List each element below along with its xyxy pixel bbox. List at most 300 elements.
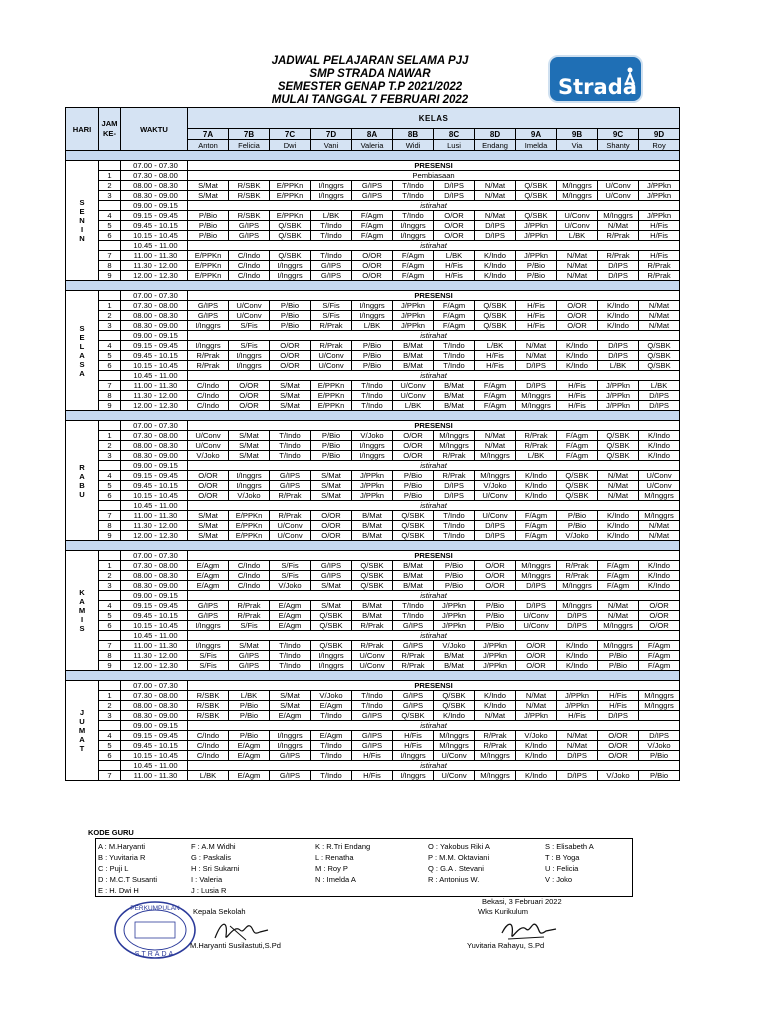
subject-cell: M/Inggrs (557, 601, 598, 611)
break-cell: istirahat (188, 371, 680, 381)
subject-cell: T/Indo (311, 741, 352, 751)
subject-cell: U/Conv (557, 221, 598, 231)
right-signer-name: Yuvitaria Rahayu, S.Pd (467, 941, 545, 950)
title-line-1: JADWAL PELAJARAN SELAMA PJJ (271, 55, 469, 67)
logo-figure-icon (624, 67, 636, 85)
subject-cell: P/Bio (393, 471, 434, 481)
subject-cell: O/OR (598, 751, 639, 761)
day-letter: U (79, 489, 85, 499)
header-jam (99, 108, 121, 151)
subject-cell: G/IPS (188, 601, 229, 611)
subject-cell: R/Prak (311, 341, 352, 351)
subject-cell: O/OR (598, 731, 639, 741)
table-row (66, 551, 680, 561)
subject-cell: R/Prak (557, 571, 598, 581)
left-signer-name: M.Haryanti Susilastuti,S.Pd (190, 941, 281, 950)
jam-cell (99, 331, 121, 341)
subject-cell: G/IPS (352, 181, 393, 191)
jam-cell: 9 (99, 401, 121, 411)
subject-cell: J/PPkn (639, 211, 680, 221)
subject-cell: G/IPS (188, 301, 229, 311)
subject-cell: E/Agm (311, 731, 352, 741)
subject-cell: G/IPS (311, 271, 352, 281)
subject-cell: D/IPS (475, 221, 516, 231)
kode-guru-entry: O : Yakobus Riki A (428, 842, 490, 851)
homeroom-teacher: Felicia (229, 140, 270, 151)
subject-cell: P/Bio (270, 301, 311, 311)
subject-cell: S/Fis (311, 311, 352, 321)
break-cell: istirahat (188, 241, 680, 251)
subject-cell: N/Mat (639, 301, 680, 311)
subject-cell: G/IPS (188, 311, 229, 321)
table-row (66, 681, 680, 691)
time-cell: 10.45 - 11.00 (121, 501, 188, 511)
subject-cell: F/Agm (393, 261, 434, 271)
subject-cell: R/Prak (557, 561, 598, 571)
jam-cell: 1 (99, 691, 121, 701)
time-cell: 09.15 - 09.45 (121, 471, 188, 481)
subject-cell: J/PPkn (434, 601, 475, 611)
jam-cell: 4 (99, 341, 121, 351)
subject-cell: Q/SBK (557, 491, 598, 501)
table-row (66, 561, 680, 571)
subject-cell: N/Mat (598, 221, 639, 231)
table-row (66, 251, 680, 261)
subject-cell: K/Indo (475, 691, 516, 701)
subject-cell: U/Conv (393, 381, 434, 391)
subject-cell: D/IPS (598, 351, 639, 361)
subject-cell: C/Indo (188, 401, 229, 411)
time-cell: 11.00 - 11.30 (121, 251, 188, 261)
time-cell: 10.45 - 11.00 (121, 761, 188, 771)
jam-cell (99, 371, 121, 381)
subject-cell: S/Mat (270, 401, 311, 411)
time-cell: 07.00 - 07.30 (121, 681, 188, 691)
subject-cell: M/Inggrs (557, 181, 598, 191)
subject-cell: B/Mat (434, 661, 475, 671)
subject-cell: S/Mat (188, 521, 229, 531)
subject-cell: K/Indo (598, 511, 639, 521)
subject-cell: J/PPkn (352, 481, 393, 491)
subject-cell: I/Inggrs (352, 311, 393, 321)
time-cell: 10.15 - 10.45 (121, 491, 188, 501)
subject-cell: F/Agm (639, 641, 680, 651)
subject-cell: D/IPS (557, 751, 598, 761)
kode-guru-entry: A : M.Haryanti (98, 842, 146, 851)
subject-cell: N/Mat (475, 431, 516, 441)
kode-guru-column (315, 841, 370, 885)
subject-cell: P/Bio (188, 211, 229, 221)
subject-cell: G/IPS (229, 221, 270, 231)
jam-cell: 4 (99, 731, 121, 741)
subject-cell: G/IPS (229, 231, 270, 241)
subject-cell: C/Indo (229, 571, 270, 581)
jam-cell: 6 (99, 621, 121, 631)
subject-cell: P/Bio (393, 491, 434, 501)
subject-cell: K/Indo (557, 651, 598, 661)
subject-cell: S/Mat (270, 701, 311, 711)
subject-cell: M/Inggrs (639, 701, 680, 711)
subject-cell: L/BK (475, 341, 516, 351)
subject-cell: B/Mat (393, 561, 434, 571)
break-cell: istirahat (188, 501, 680, 511)
subject-cell: U/Conv (229, 301, 270, 311)
jam-cell: 8 (99, 521, 121, 531)
subject-cell: J/PPkn (598, 391, 639, 401)
subject-cell: T/Indo (434, 521, 475, 531)
subject-cell: Q/SBK (639, 341, 680, 351)
subject-cell: Q/SBK (516, 181, 557, 191)
subject-cell: Q/SBK (311, 621, 352, 631)
table-row (66, 211, 680, 221)
subject-cell: H/Fis (434, 261, 475, 271)
subject-cell: J/PPkn (352, 471, 393, 481)
table-row (66, 631, 680, 641)
table-row (66, 641, 680, 651)
subject-cell: T/Indo (393, 191, 434, 201)
jam-cell (99, 161, 121, 171)
subject-cell: T/Indo (352, 701, 393, 711)
subject-cell: E/PPKn (270, 181, 311, 191)
subject-cell: N/Mat (475, 191, 516, 201)
table-row (66, 711, 680, 721)
subject-cell: R/SBK (229, 191, 270, 201)
table-row (66, 181, 680, 191)
time-cell: 09.45 - 10.15 (121, 351, 188, 361)
jam-cell: 2 (99, 571, 121, 581)
time-cell: 07.30 - 08.00 (121, 171, 188, 181)
subject-cell: I/Inggrs (229, 351, 270, 361)
subject-cell: E/PPKn (270, 191, 311, 201)
time-cell: 11.30 - 12.00 (121, 521, 188, 531)
table-row (66, 491, 680, 501)
subject-cell: Q/SBK (475, 321, 516, 331)
subject-cell: D/IPS (557, 621, 598, 631)
kode-guru-entry: K : R.Tri Endang (315, 842, 371, 851)
day-letter: E (79, 332, 85, 342)
jam-cell: 8 (99, 651, 121, 661)
subject-cell: P/Bio (434, 581, 475, 591)
subject-cell: B/Mat (393, 351, 434, 361)
subject-cell: G/IPS (229, 661, 270, 671)
day-letter: L (79, 341, 85, 351)
subject-cell: M/Inggrs (639, 691, 680, 701)
day-letter: A (79, 735, 85, 744)
subject-cell: T/Indo (311, 771, 352, 781)
subject-cell: C/Indo (188, 741, 229, 751)
subject-cell: O/OR (475, 571, 516, 581)
subject-cell: E/PPKn (188, 261, 229, 271)
subject-cell: U/Conv (639, 471, 680, 481)
kode-guru-entry: D : M.C.T Susanti (98, 875, 158, 884)
subject-cell: Q/SBK (311, 611, 352, 621)
jam-cell: 3 (99, 321, 121, 331)
subject-cell: P/Bio (311, 451, 352, 461)
table-row (66, 361, 680, 371)
subject-cell: Q/SBK (393, 531, 434, 541)
subject-cell: G/IPS (188, 611, 229, 621)
subject-cell: C/Indo (229, 581, 270, 591)
day-letter: I (80, 225, 84, 234)
subject-cell: K/Indo (516, 471, 557, 481)
homeroom-teacher: Endang (475, 140, 516, 151)
subject-cell: C/Indo (188, 751, 229, 761)
subject-cell: U/Conv (270, 531, 311, 541)
subject-cell: M/Inggrs (475, 751, 516, 761)
subject-cell: H/Fis (639, 221, 680, 231)
jam-cell (99, 631, 121, 641)
kode-guru-entry: Q : G.A . Stevani (428, 864, 484, 873)
subject-cell: F/Agm (434, 301, 475, 311)
subject-cell: T/Indo (393, 611, 434, 621)
subject-cell: I/Inggrs (270, 731, 311, 741)
subject-cell: T/Indo (352, 391, 393, 401)
time-cell: 09.15 - 09.45 (121, 601, 188, 611)
subject-cell: M/Inggrs (557, 191, 598, 201)
subject-cell: K/Indo (598, 521, 639, 531)
subject-cell: H/Fis (598, 701, 639, 711)
table-row (66, 461, 680, 471)
subject-cell: E/Agm (188, 581, 229, 591)
subject-cell: R/SBK (229, 181, 270, 191)
homeroom-teacher: Lusi (434, 140, 475, 151)
time-cell: 12.00 - 12.30 (121, 661, 188, 671)
subject-cell: T/Indo (270, 441, 311, 451)
subject-cell: R/Prak (311, 321, 352, 331)
subject-cell: M/Inggrs (639, 491, 680, 501)
subject-cell: S/Fis (229, 621, 270, 631)
kode-guru-entry: I : Valeria (191, 875, 223, 884)
subject-cell: Q/SBK (516, 211, 557, 221)
subject-cell: I/Inggrs (270, 261, 311, 271)
jam-cell (99, 591, 121, 601)
subject-cell: J/PPkn (639, 191, 680, 201)
table-row (66, 501, 680, 511)
subject-cell: Q/SBK (352, 571, 393, 581)
subject-cell: I/Inggrs (270, 271, 311, 281)
table-row (66, 301, 680, 311)
subject-cell: O/OR (352, 261, 393, 271)
subject-cell: Q/SBK (352, 581, 393, 591)
jam-cell: 4 (99, 471, 121, 481)
subject-cell: P/Bio (311, 431, 352, 441)
subject-cell: F/Agm (352, 231, 393, 241)
kode-guru-entry: B : Yuvitaria R (98, 853, 146, 862)
subject-cell: F/Agm (393, 251, 434, 261)
day-letter: S (79, 359, 85, 369)
table-row (66, 401, 680, 411)
time-cell: 08.00 - 08.30 (121, 311, 188, 321)
table-row (66, 651, 680, 661)
subject-cell: S/Mat (229, 441, 270, 451)
subject-cell: P/Bio (516, 271, 557, 281)
subject-cell: K/Indo (598, 321, 639, 331)
subject-cell: T/Indo (393, 601, 434, 611)
break-cell: istirahat (188, 461, 680, 471)
subject-cell: L/BK (393, 401, 434, 411)
subject-cell: S/Fis (270, 571, 311, 581)
subject-cell: D/IPS (434, 491, 475, 501)
subject-cell: N/Mat (516, 701, 557, 711)
subject-cell: P/Bio (352, 351, 393, 361)
table-row (66, 241, 680, 251)
jam-cell: 5 (99, 741, 121, 751)
subject-cell: G/IPS (270, 771, 311, 781)
subject-cell: O/OR (270, 351, 311, 361)
kode-guru-entry: U : Felicia (545, 864, 579, 873)
subject-cell: K/Indo (598, 311, 639, 321)
subject-cell: E/Agm (188, 561, 229, 571)
class-header: 7B (229, 129, 270, 140)
subject-cell: S/Fis (270, 561, 311, 571)
jam-cell (99, 421, 121, 431)
subject-cell: B/Mat (393, 581, 434, 591)
table-row (66, 591, 680, 601)
subject-cell: R/Prak (188, 361, 229, 371)
table-row (66, 661, 680, 671)
subject-cell: I/Inggrs (311, 651, 352, 661)
subject-cell: T/Indo (270, 641, 311, 651)
subject-cell: K/Indo (639, 431, 680, 441)
strada-logo (548, 55, 643, 103)
subject-cell: Q/SBK (598, 451, 639, 461)
subject-cell: K/Indo (475, 701, 516, 711)
table-row (66, 391, 680, 401)
subject-cell: Q/SBK (393, 511, 434, 521)
time-cell: 09.45 - 10.15 (121, 481, 188, 491)
subject-cell: E/PPKn (311, 391, 352, 401)
jam-cell (99, 501, 121, 511)
subject-cell: T/Indo (352, 381, 393, 391)
kode-guru-column (428, 841, 490, 885)
subject-cell: F/Agm (516, 521, 557, 531)
subject-cell: H/Fis (516, 311, 557, 321)
subject-cell: Q/SBK (393, 521, 434, 531)
subject-cell: R/Prak (229, 611, 270, 621)
time-cell: 09.45 - 10.15 (121, 741, 188, 751)
jam-cell: 1 (99, 301, 121, 311)
subject-cell: C/Indo (229, 561, 270, 571)
day-label (66, 291, 99, 411)
subject-cell: P/Bio (557, 521, 598, 531)
subject-cell: E/PPKn (270, 211, 311, 221)
subject-cell: F/Agm (352, 211, 393, 221)
subject-cell: S/Mat (311, 601, 352, 611)
homeroom-teacher: Via (557, 140, 598, 151)
kode-guru-entry: L : Renatha (315, 853, 354, 862)
kode-guru-entry: J : Lusia R (191, 886, 227, 895)
presensi-cell: PRESENSI (188, 681, 680, 691)
subject-cell: U/Conv (188, 441, 229, 451)
subject-cell: U/Conv (639, 481, 680, 491)
subject-cell: D/IPS (557, 771, 598, 781)
subject-cell: F/Agm (639, 651, 680, 661)
subject-cell: G/IPS (270, 751, 311, 761)
subject-cell: I/Inggrs (229, 361, 270, 371)
break-cell: istirahat (188, 721, 680, 731)
day-label (66, 681, 99, 781)
subject-cell: K/Indo (557, 351, 598, 361)
subject-cell: H/Fis (516, 301, 557, 311)
time-cell: 07.00 - 07.30 (121, 161, 188, 171)
kode-guru-title: KODE GURU (88, 828, 134, 837)
subject-cell: M/Inggrs (516, 401, 557, 411)
subject-cell: B/Mat (352, 601, 393, 611)
subject-cell: Q/SBK (270, 251, 311, 261)
place-date: Bekasi, 3 Februari 2022 (482, 897, 562, 906)
subject-cell: O/OR (311, 531, 352, 541)
subject-cell: Q/SBK (639, 361, 680, 371)
jam-cell: 2 (99, 181, 121, 191)
subject-cell: J/PPkn (639, 181, 680, 191)
subject-cell: R/Prak (475, 741, 516, 751)
table-row (66, 371, 680, 381)
subject-cell: J/PPkn (393, 321, 434, 331)
subject-cell: O/OR (639, 601, 680, 611)
break-cell: istirahat (188, 201, 680, 211)
activity-cell: Pembiasaan (188, 171, 680, 181)
subject-cell: M/Inggrs (516, 391, 557, 401)
class-header: 9C (598, 129, 639, 140)
subject-cell: Q/SBK (639, 351, 680, 361)
header-kelas: KELAS (188, 108, 680, 129)
jam-cell (99, 291, 121, 301)
table-row (66, 221, 680, 231)
jam-cell: 6 (99, 361, 121, 371)
subject-cell: S/Fis (229, 321, 270, 331)
kode-guru-entry: E : H. Dwi H (98, 886, 139, 895)
subject-cell: S/Mat (311, 581, 352, 591)
class-header: 8D (475, 129, 516, 140)
table-row (66, 621, 680, 631)
subject-cell: F/Agm (475, 401, 516, 411)
table-row (66, 171, 680, 181)
subject-cell: O/OR (270, 361, 311, 371)
subject-cell: R/Prak (393, 661, 434, 671)
subject-cell: K/Indo (516, 771, 557, 781)
subject-cell: R/Prak (229, 601, 270, 611)
header-waktu: WAKTU (121, 108, 188, 151)
subject-cell: J/PPkn (516, 221, 557, 231)
day-letter: S (79, 198, 85, 207)
table-row (66, 381, 680, 391)
presensi-cell: PRESENSI (188, 551, 680, 561)
subject-cell: S/Fis (311, 301, 352, 311)
jam-cell (99, 551, 121, 561)
kode-guru-entry: S : Elisabeth A (545, 842, 594, 851)
subject-cell: L/BK (311, 211, 352, 221)
subject-cell: O/OR (393, 431, 434, 441)
homeroom-teacher: Dwi (270, 140, 311, 151)
class-header: 9B (557, 129, 598, 140)
table-row (66, 331, 680, 341)
time-cell: 07.30 - 08.00 (121, 561, 188, 571)
table-row (66, 741, 680, 751)
class-header: 7C (270, 129, 311, 140)
day-letter: K (79, 588, 85, 597)
subject-cell: M/Inggrs (434, 741, 475, 751)
subject-cell: O/OR (557, 321, 598, 331)
subject-cell: E/Agm (188, 571, 229, 581)
table-row (66, 571, 680, 581)
subject-cell: E/Agm (270, 711, 311, 721)
table-row (66, 351, 680, 361)
table-row (66, 771, 680, 781)
day-separator (66, 281, 680, 291)
subject-cell: N/Mat (516, 351, 557, 361)
subject-cell: V/Joko (270, 581, 311, 591)
jam-cell (99, 461, 121, 471)
